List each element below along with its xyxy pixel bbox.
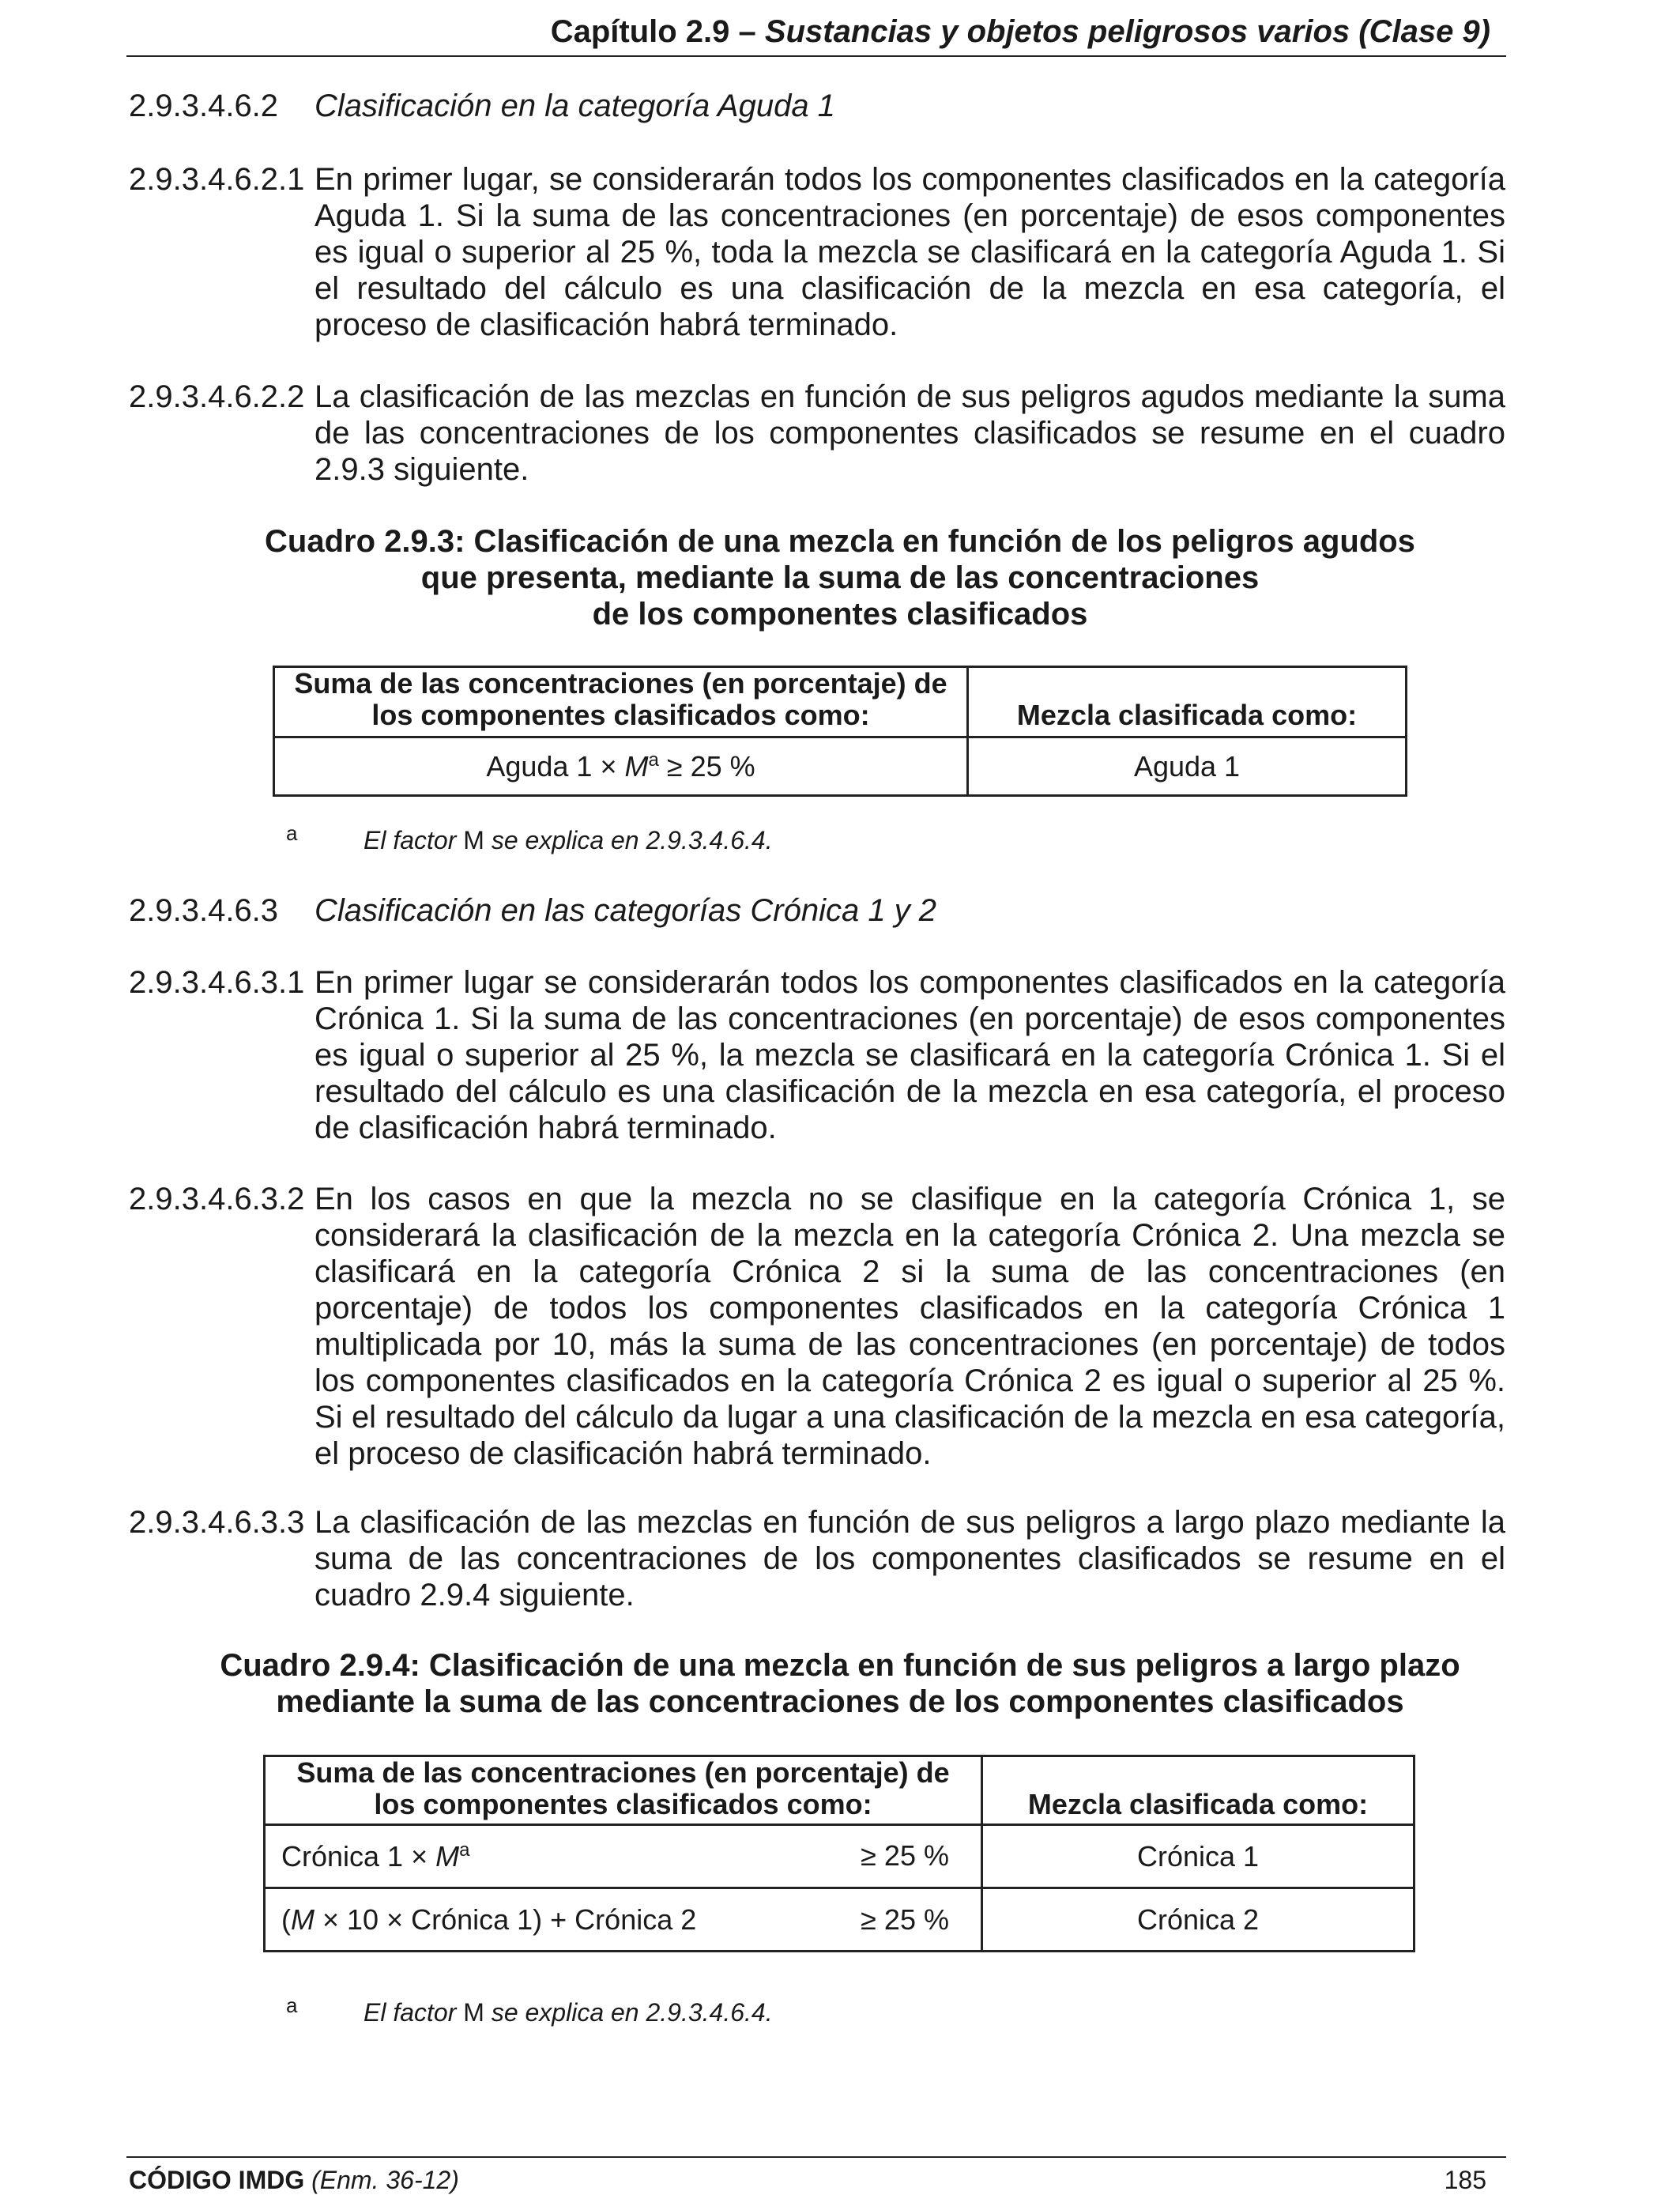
cell-formula — [281, 1839, 469, 1873]
table-header-sum — [274, 667, 968, 737]
paragraph-text: En primer lugar se considerarán todos los componentes clasificados en la categoría Crónica 1. Si la suma de las concentraciones (en porcentaje) de esos componentes es igual o superior al 25 %, la mezcla se clasificará en la categoría Crónica 1. Si el resultado del cálculo es una clasificación de la mezcla en esa categoría, el proceso de clasificación habrá terminado. — [315, 965, 1505, 1145]
table-header-result: Mezcla clasificada como: — [982, 1756, 1414, 1825]
paragraph-text: En los casos en que la mezcla no se clasifique en la categoría Crónica 1, se considerará la clasificación de la mezcla en la categoría Crónica 2. Una mezcla se clasificará en la categoría Crónica 2 si la suma de las concentraciones (en porcentaje) de todos los componentes clasificados en la categoría Crónica 1 multiplicada por 10, más la suma de las concentraciones (en porcentaje) de todos los componentes clasificados en la categoría Crónica 2 es igual o superior al 25 %. Si el resultado del cálculo da lugar a una clasificación de la mezcla en esa categoría, el proceso de clasificación habrá terminado. — [315, 1182, 1505, 1471]
cell-m-factor: M — [435, 1840, 460, 1873]
page-number: 185 — [1444, 2166, 1486, 2194]
table-caption-2-9-3 — [0, 523, 1680, 632]
footnote-mark: a — [286, 1993, 298, 2017]
cell-m-factor: M — [624, 750, 649, 783]
header-line: Suma de las concentraciones (en porcentaje) de — [296, 1756, 950, 1789]
footnote-text: se explica en 2.9.3.4.6.4. — [484, 1998, 773, 2027]
cell-content — [266, 1839, 981, 1873]
cell-text: × 10 × Crónica 1) + Crónica 2 — [315, 1903, 697, 1936]
paragraph-number: 2.9.3.4.6.3.3 — [129, 1505, 305, 1540]
section-number: 2.9.3.4.6.2 — [129, 89, 279, 123]
paragraph-text: La clasificación de las mezclas en función de sus peligros a largo plazo mediante la suma de las concentraciones de los componentes clasificados se resume en el cuadro 2.9.4 siguiente. — [315, 1505, 1505, 1612]
footnote-m: M — [463, 1998, 484, 2027]
header-line: Suma de las concentraciones (en porcentaje) de — [294, 667, 947, 700]
paragraph-text: La clasificación de las mezclas en función de sus peligros agudos mediante la suma de las concentraciones de los componentes clasificados se resume en el cuadro 2.9.3 siguiente. — [315, 379, 1505, 487]
footer-code — [129, 2166, 459, 2195]
footnote-table-2-9-3 — [286, 821, 773, 855]
paragraph-number: 2.9.3.4.6.2.2 — [129, 379, 305, 414]
cell-formula — [281, 1903, 696, 1937]
cell-m-factor: M — [291, 1903, 315, 1936]
footer-rule — [126, 2156, 1506, 2158]
table-row — [274, 737, 1407, 796]
cell-threshold: ≥ 25 % — [861, 1903, 949, 1936]
table-row — [265, 1888, 1414, 1952]
section-heading-cronica — [129, 893, 936, 929]
paragraph-number: 2.9.3.4.6.2.1 — [129, 162, 305, 197]
header-line: los componentes clasificados como: — [374, 1788, 872, 1820]
footer-code-name: CÓDIGO IMDG — [129, 2166, 305, 2194]
paragraph-number: 2.9.3.4.6.3.1 — [129, 965, 305, 1000]
chapter-header — [551, 14, 1490, 50]
table-2-9-3 — [273, 666, 1407, 797]
footnote-marker: a — [648, 749, 659, 771]
cell-text: Crónica 1 × — [281, 1840, 436, 1873]
table-2-9-4 — [263, 1755, 1415, 1952]
table-cell-sum — [274, 737, 968, 796]
table-cell-result: Crónica 1 — [982, 1825, 1414, 1888]
table-caption-2-9-4 — [0, 1647, 1680, 1720]
paragraph-2-9-3-4-6-3-2 — [129, 1181, 1505, 1472]
table-cell-sum — [265, 1825, 982, 1888]
chapter-number: Capítulo 2.9 – — [550, 14, 756, 49]
table-row — [265, 1825, 1414, 1888]
chapter-title: Sustancias y objetos peligrosos varios (Clase 9) — [764, 14, 1490, 49]
cell-text: Aguda 1 × — [486, 750, 625, 783]
caption-line: Cuadro 2.9.4: Clasificación de una mezcla en función de sus peligros a largo plazo — [220, 1648, 1460, 1683]
caption-line: de los componentes clasificados — [592, 597, 1088, 632]
caption-line: Cuadro 2.9.3: Clasificación de una mezcla en función de los peligros agudos — [265, 524, 1415, 559]
cell-content — [266, 1903, 981, 1937]
footnote-mark: a — [286, 821, 298, 845]
footnote-table-2-9-4 — [286, 1993, 773, 2027]
cell-threshold: ≥ 25 % — [861, 1839, 949, 1872]
caption-line: que presenta, mediante la suma de las concentraciones — [420, 560, 1260, 595]
paragraph-2-9-3-4-6-2-2 — [129, 379, 1505, 488]
table-header-result: Mezcla clasificada como: — [968, 667, 1407, 737]
table-cell-result: Aguda 1 — [968, 737, 1407, 796]
section-title: Clasificación en las categorías Crónica 1 y 2 — [315, 893, 937, 928]
paragraph-number: 2.9.3.4.6.3.2 — [129, 1182, 305, 1216]
table-header-sum — [265, 1756, 982, 1825]
footnote-text: El factor — [363, 1998, 464, 2027]
paragraph-2-9-3-4-6-2-1 — [129, 161, 1505, 343]
footnote-marker: a — [459, 1839, 470, 1861]
footnote-text: El factor — [363, 826, 464, 854]
section-number: 2.9.3.4.6.3 — [129, 893, 279, 928]
table-cell-sum — [265, 1888, 982, 1952]
table-cell-result: Crónica 2 — [982, 1888, 1414, 1952]
cell-text: ( — [281, 1903, 291, 1936]
paragraph-2-9-3-4-6-3-3 — [129, 1504, 1505, 1613]
paragraph-2-9-3-4-6-3-1 — [129, 964, 1505, 1146]
paragraph-text: En primer lugar, se considerarán todos los componentes clasificados en la categoría Aguda 1. Si la suma de las concentraciones (en porcentaje) de esos componentes es igual o superior al 25 %, toda la mezcla se clasificará en la categoría Aguda 1. Si el resultado del cálculo es una clasificación de la mezcla en esa categoría, el proceso de clasificación habrá terminado. — [315, 162, 1505, 342]
caption-line: mediante la suma de las concentraciones de los componentes clasificados — [276, 1684, 1404, 1719]
header-rule — [126, 55, 1506, 57]
cell-text: ≥ 25 % — [658, 750, 755, 783]
footer-amendment: (Enm. 36-12) — [311, 2166, 459, 2194]
section-title: Clasificación en la categoría Aguda 1 — [315, 89, 835, 123]
section-heading-aguda — [129, 89, 835, 124]
footnote-m: M — [463, 826, 484, 854]
footnote-text: se explica en 2.9.3.4.6.4. — [484, 826, 773, 854]
header-line: los componentes clasificados como: — [371, 699, 870, 731]
